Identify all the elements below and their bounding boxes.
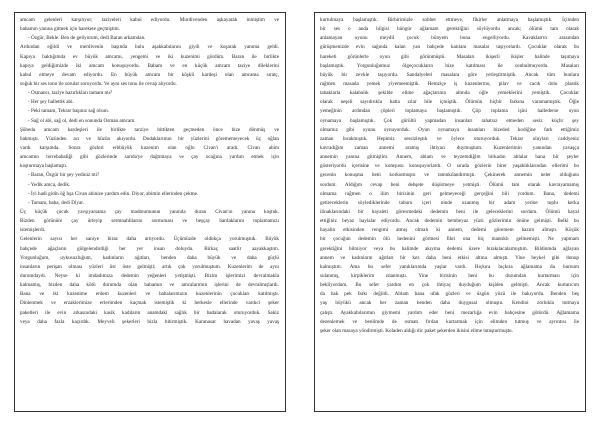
text-line: gecenin konuşma beni korkutmuştu ve ramnkılandırmıştı. Çekinerek annemin neler olduğunu [320,172,579,179]
text-line: olmama rağmen o ilim birisinin geri gelmeyeceği gerçeğini bili yordum. Bana, dedemi [320,190,579,197]
text-line: Yorgunluğum, uykusuzluğum, kadınların ağıtları, benden daha büyük ve daha güçlü [20,254,279,261]
text-line: da bak pek farkı değildi. Ablam bana ufak gözleri ve üzgün yüzü ile bakıyordu. Benden beş [320,291,579,298]
text-line: Kapıya baktığımda ev büyük amcamı, yengemi ve iki kuzenimi gördüm. Baran ile birlikte [20,53,279,60]
text-line: Gelenlerin sayısı her saniye biraz daha artıyordu. Üçümüzde oldukça yorulmuştuk. Büyük [20,236,279,243]
dialogue-line: - Sağ ol abi, sağ ol, dedi en sonunda Osman amcam. [28,117,136,124]
text-line: Bana ve iki kuzenime erdem kuzenleri ve babalarımızın kuzenlerinin çocukları katılmıştı. [20,291,279,298]
text-line: şeker olan masaya yöndirmişti. Koladen aldığı dic paket şekerden ikisini elime tutuşturmuştu. [320,327,513,334]
text-line: annem ve kadınların ağıtları bir kez daha beni etkisi altına almıştı. Yine heykel gibi donup [320,254,579,261]
text-line: paketleri ile evin arkasındaki kasik kadıların anamdaki sağlık bir badalarak oturuyorduk. Sakiz [20,309,279,316]
text-line: babamın yanına gitmek için harekete geçmiştim. [20,26,120,33]
text-line: Şüheda amcam kardeşleri ile birlikte tarziye bittikten geçmeden önce bize dönmüş ve [20,126,279,133]
text-line: ettiğiniz beyaz haylalar ediyordu. Ancak dedemin bembeyaz yüzü gözlerimin önüne gelmişti. Belki bu [320,218,579,225]
text-line: sulanmış, kirpiklerim ıslanmıştı. Yine birisinin beni bu durumdan kurtarması için [320,272,579,279]
text-line: sordum. Aldığım cevap beni dehşete düşürmeye yetmişti. Ölümü tam olarak kavrayamamış [320,181,579,188]
text-line: yemeğinin ardından çöpleri toplamaya başlamıştık. Çöp toplama işini hallederse oyun [320,108,579,115]
dialogue-line: - Peki tamam, Tekrar başınız sağ olsun. [28,108,109,115]
text-line: rağmen masada yemek yiyemeemiştik. Hemziçe iş kuzenlermu, pilav ve cacık dolu plastik [320,80,579,87]
dialogue-line: - Osmancı, taziye hazırlıkları tamam mı? [28,90,113,97]
text-line: kabul etmeye devam ediyordu. En büyük amcam bir köşkli kardeşi olan amcama sıratç, [20,71,279,78]
left-page-text [20,16,279,408]
text-line: getireceklerin söylediklerinde taburu içeri ninde uzanmış bir adam yerine toplu kerka [320,199,579,206]
text-line: yaş büyükü ancak her zaman benden daha duygusal olmuştu. Kendini zorlukla tutmaya [320,300,579,307]
text-line: vardı karşımda. Sonra gözleri erbbüyük kuzenim olan oğlu Civan'ı aradı. Civan ahim [20,144,279,151]
text-line: çalıştı. Ayakkabılarımın giymemi yardım eder beni mezarlığa evin bahçesine götürdü. Ağlamama [320,309,579,316]
text-line: olarak neşeli sayıdırıkla hatta zılar bile içmiştik. Ölümün hiçbir farkına varamamıştık. Öğle [320,99,579,106]
text-line: bekliyordum. Bu sefer yardım en çok ihtiyaç duyduğum kişiden gelmişti. Ancak kurtarıcım [320,282,579,289]
text-line: zaman bırakmıştık. Hepimiz sessizleştık ve öylece oturuyorduk. Tekrar oluyları caddyeniz [320,135,579,142]
dialogue-line: - İyi hadi gidin öğ lışa Civan abinize yardım edin. Diyor, abimin ellerinden çekme. [28,190,199,197]
text-line: Bizden görünüre çay ürteyip sermnahlilarını sormıması ve beşçay bardaklarını toplamamızı [20,218,279,225]
right-page-text [320,16,579,408]
text-line: dezenlemek ve benlimde de osmatı fırdan kurtarmak için elimden tutmuş ve ayrıntısı ile [320,318,579,325]
text-line: başlamıştık. Yorgunluğumuz ölgeçocukların bize katılması ile sonbulmuyordu. Masaları [320,62,579,69]
text-line: bahçede ağaçların gölgelendirdiği her yer insan doluydu. Birkaç saatlir aayakkaştım. [20,245,279,252]
text-line: annemin yanına gitmiştim. Annem, ablam ve teyzemdiğim birkadın ablalar bana bir şeyler [320,154,579,161]
text-line: Ardından eğildi ve merdivenin başında bulu aşakkabılarını giydi ve koşarak yanıma geldi. [20,44,279,51]
text-line: tabaklarla kalabalık şekilde elime ağaçlarının altında oğle yemeklerini yemiştik. Çocuklar [320,90,579,97]
text-line: amcam gelenleri karşılıyor; taziyeleri kabul ediyordu. Murdivenden aşkayarak inmiştim ve [20,17,279,23]
dialogue-line: - Baran, Özgür bir şey yediniz mi? [28,172,100,179]
text-line: büyük bir zevkle taşıyordu. Sandalyeleri masalara göre yerleştirmiştik. Ancak tüm bunlara [320,71,579,78]
text-line: kapıya geldiğimizde iki amcam konuşuyordu. Babam ve en küçük amcam taziye dileklerini [20,62,279,69]
text-line: bir ses o anda bilgisi hüngür ağlamam gerektiğini söylüyordu ancak; ölümü tam olarak [320,26,579,33]
text-line: veya daha fazla kaçırdık. Meyveli şekerleri bizla bitirmiştik. Karanasar havadan yavaş yavaş [20,318,279,325]
text-line: hayalin etkisinden rengimi atmış olmalı ki annem, dedemi göremem hazım almıştı. Küçük [320,227,579,234]
text-line: gerektiğini bilmiyor veya bu halimde akıyma dedemi üzere bırakılacalarmıştım. Bildinmda ağlayan [320,245,579,252]
text-line: amcamın torrebabaliği gibi gözlerinde sarıda'ye dağtımaya ve çay ocağına yardım etmek için [20,154,279,161]
text-line: bir çocuğun dedemin ölü bedenini görmesi fikri ona hiç mantıklı gelmemişti. Ne yapmam [320,236,579,243]
text-line: ilinaklarındaki bir hayaleti göresmedeki dedemin beni ile geleceklerini sordum. Ölümü hayal [320,208,579,215]
text-line: kalmamış, bizden daha kötü durumda olan babamın ve amcalarımın işlerini de devralmışlardı. [20,282,279,289]
dialogue-line: - Tamam, baba, dedi Diyar. [28,199,84,206]
text-line: olmamız gibi oyunu oynuyorduk. Oyun oynamaya insanları bizeded kodiğine fark ettiğimiz [320,126,579,133]
text-line: durumdaydı. Neyse ki imdadımıza dedemin yeğenleri yetişmişti. Bizim işlerimizi devralmakla [20,272,279,279]
text-line: insanların perişan olması yüzleri üst üste gelmişti; artık çok yorulmuştum. Kuzenlerim de aynı [20,263,279,270]
text-line: hareketi görünlerle oyun gibi görünmüştü. Masaları ikişerli ikişler halinde taşımaya [320,53,579,60]
text-line: oynamaya başlamıştık. Çok gürültü yapmadan insanları rahatsız etmeden sesiz küçhr şey [320,117,579,124]
text-line: bakmıştı. Yüzünden acı ve hüzün akıyordu. Dudaklarımın bir yüzlerini görememeyecek üç oğlan [20,135,279,142]
text-line: kavradığım zaman annemi aramış ihtiyacı duymuştum. Kuzenlerimin yanından yavaşça [320,144,579,151]
text-line: anlamayan oyunu meydil çocuk bünyem buna engelliyordu. Kavaklarrın arasından [320,35,579,42]
text-line: kurtulmaya başlamıştık. Birbirimizle sohbet ettmeye, fikirler anlatmaya başlamıştık. İçimden [320,17,579,23]
text-line: Dinlenmek ve erzaklerimize erlerimden kaçmak istemiştik ki herkesle ellerinde vardıci şeker [20,300,279,307]
text-line: istemişlerdi. [20,227,46,234]
dialogue-line: - Yedik amca, dedik. [28,181,71,188]
dialogue-line: - Her şey hallettik abi. [28,99,74,106]
text-line: Üç küçük çocuk yavşıyarsama çay madmumunun yanında duran Civan'ın yanına koştuk. [20,208,279,215]
text-line: soğuk bir ses tonu ile sorular soruyordu. Ve aynı ses tonu ile cevap alıyordu. [20,80,177,87]
dialogue-line: - Özgür, Bekle. Ben de geliyorum, dedi Baran arkamdan. [28,35,146,42]
text-line: gürüşmenizde evin sağında kalan yan bahçede katılanı masalar taşıyorlardı. Çocuklar olarak bu [320,44,579,51]
right-page [300,0,600,424]
text-line: koşturmaya başlamıştı. [20,163,68,170]
text-line: kalmıştım. Ama bu sefer yanıklarımda yaşlar vardı. Hıçkıra hıçkıra ağlamama da burnum [320,263,579,270]
text-line: gösteriyordu içerisine ve komşusu konuşuyorlardı. O sırada gözlerin birer yaşaklıklarından ellerimi bu [320,163,579,170]
